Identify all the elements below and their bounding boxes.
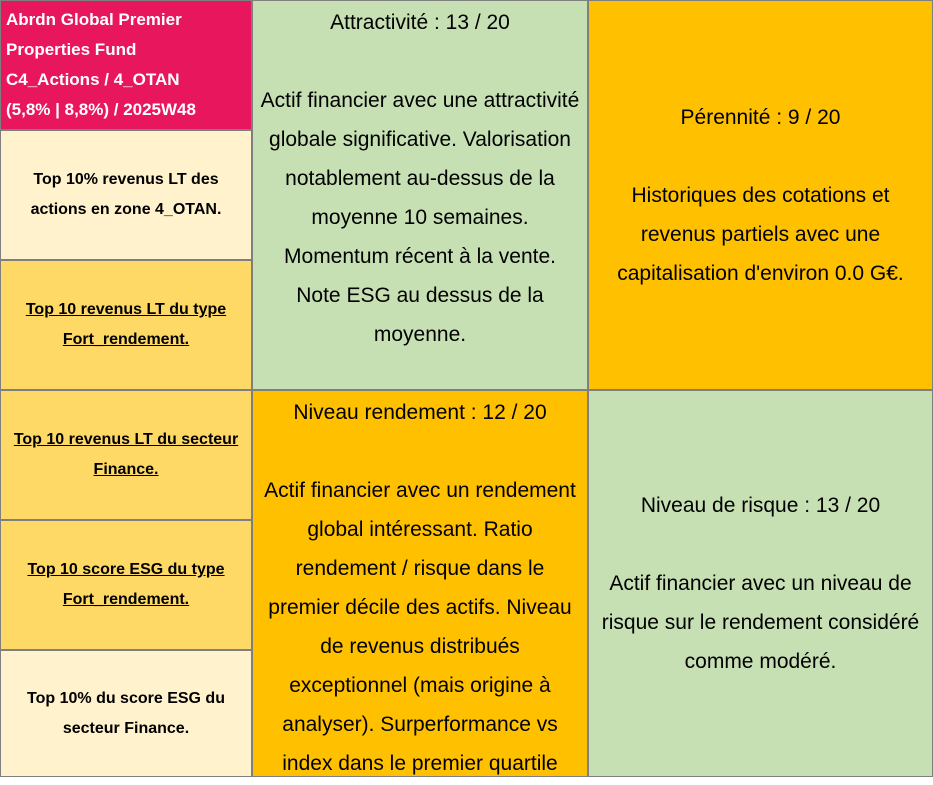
rendement-cell <box>252 390 588 777</box>
perennite-cell <box>588 0 933 390</box>
risque-cell <box>588 390 933 777</box>
fund-name-line1: Abrdn Global Premier <box>6 10 182 29</box>
tag-top10-revenus-type[interactable]: Top 10 revenus LT du type Fort_rendement. <box>25 301 227 348</box>
tag-cell-5 <box>0 650 252 777</box>
perennite-body: Historiques des cotations et revenus partiels avec une capitalisation d'environ 0.0 G€. <box>617 183 904 285</box>
attractivite-body: Actif financier avec une attractivité globale significative. Valorisation notablement au-dessus de la moyenne 10 semaines. Momentum récent à la vente. Note ESG au dessus de la moyenne. <box>260 89 580 346</box>
tag-top10-revenus-secteur[interactable]: Top 10 revenus LT du secteur Finance. <box>13 431 239 478</box>
tag-cell-1 <box>0 130 252 260</box>
attractivite-heading: Attractivité : 13 / 20 <box>330 11 510 34</box>
tag-top10pct-esg-secteur: Top 10% du score ESG du secteur Finance. <box>27 689 225 737</box>
fund-category: C4_Actions / 4_OTAN <box>6 70 180 89</box>
tag-top10-esg-type[interactable]: Top 10 score ESG du type Fort_rendement. <box>27 561 225 608</box>
tag-cell-3 <box>0 390 252 520</box>
tag-cell-2 <box>0 260 252 390</box>
fund-name-line2: Properties Fund <box>6 40 137 59</box>
rendement-heading: Niveau rendement : 12 / 20 <box>293 401 547 424</box>
fund-title <box>0 0 252 130</box>
risque-heading: Niveau de risque : 13 / 20 <box>640 494 881 517</box>
fund-stats: (5,8% | 8,8%) / 2025W48 <box>6 100 196 119</box>
perennite-heading: Pérennité : 9 / 20 <box>680 105 841 129</box>
tag-cell-4 <box>0 520 252 650</box>
attractivite-cell <box>252 0 588 390</box>
rendement-body: Actif financier avec un rendement global intéressant. Ratio rendement / risque dans le premier décile des actifs. Niveau de revenus distribués exceptionnel (mais origine à analyser). Surperformance vs index dans le premier quartile <box>264 479 576 775</box>
risque-body: Actif financier avec un niveau de risque sur le rendement considéré comme modéré. <box>601 572 920 673</box>
tag-top10pct-revenus-zone: Top 10% revenus LT des actions en zone 4_OTAN. <box>30 171 222 218</box>
